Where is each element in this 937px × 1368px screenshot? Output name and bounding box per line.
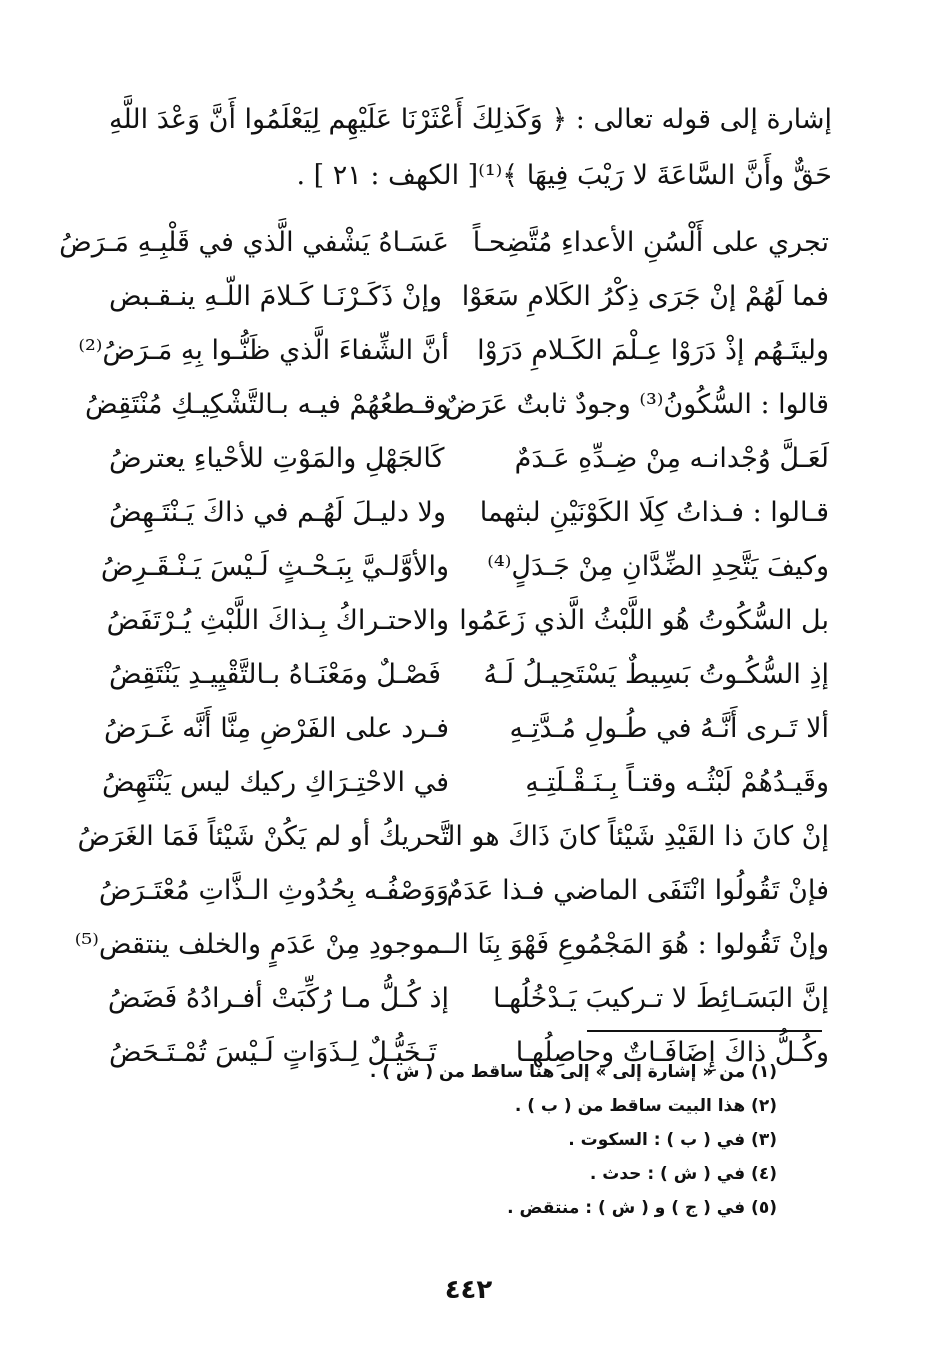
second-hemistich: فَصْـلٌ ومَعْنَـاهُ بـالتَّقْيِيـدِ يَنْتَقِضُ xyxy=(109,658,441,690)
second-hemistich: تَّحريكُ أو لم يَكُنْ شَيْئاً فَمَا الغَرَضُ xyxy=(77,820,449,852)
footnote: (٥) في ( ج ) و ( ش ) : منتقض . xyxy=(507,1198,777,1218)
intro-line-1: إشارة إلى قوله تعالى : ﴿ وَكَذلِكَ أَعْثَرْنَا عَلَيْهِم لِيَعْلَمُوا أَنَّ وَعْدَ اللَّهِ xyxy=(109,104,832,135)
second-hemistich: في الاحْتِـرَاكِ ركيك ليس يَنْتَهِضُ xyxy=(102,766,449,798)
verse-line xyxy=(106,593,829,647)
verse-line xyxy=(59,215,829,269)
second-hemistich: ـموجودِ مِنْ عَدَمٍ والخلف ينتقض⁽⁵⁾ xyxy=(74,928,449,960)
second-hemistich: تَـخَيُّـلٌ لِـذَوَاتٍ لَـيْسَ تُمْـتَـحَضُ xyxy=(109,1036,437,1068)
first-hemistich: إنْ كانَ ذا القَيْدِ شَيْئاً كانَ ذَاكَ هو الـ xyxy=(439,820,829,852)
verse-line xyxy=(77,809,829,863)
first-hemistich: قالوا : السُّكُونُ⁽³⁾ وجودٌ ثابتٌ عَرَضٌ xyxy=(444,388,829,420)
footnote-separator xyxy=(587,1030,822,1032)
second-hemistich: ولا دليـلَ لَهُـم في ذاكَ يَـنْتَـهِضُ xyxy=(109,496,446,528)
second-hemistich: أنَّ الشِّفاءَ الَّذي ظَنُّـوا بِهِ مَـرَضُ⁽²⁾ xyxy=(78,334,449,366)
first-hemistich: فإنْ تَقُولُوا انْتَفَى الماضي فـذا عَدَمٌ xyxy=(446,874,829,906)
second-hemistich: والأوَّلـيَّ بِبَـحْـثٍ لَـيْسَ يَـنْـقَـرِضُ xyxy=(100,550,449,582)
verse-line xyxy=(102,755,829,809)
first-hemistich: وكيفَ يَتَّحِدِ الضِّدَّانِ مِنْ جَـدَلٍ⁽⁴⁾ xyxy=(487,550,829,582)
first-hemistich: إنَّ البَسَـائِطَ لا تـركيبَ يَـدْخُلُهـا xyxy=(493,982,829,1014)
poem xyxy=(59,215,829,1079)
first-hemistich: بل السُّكُوتُ هُو اللَّبْثُ الَّذي زَعَمُوا xyxy=(459,604,829,636)
second-hemistich: عَسَـاهُ يَشْفي الَّذي في قَلْبِـهِ مَـرَضُ xyxy=(59,226,449,258)
verse-line xyxy=(103,701,829,755)
verse-line xyxy=(98,863,829,917)
first-hemistich: قـالوا : فـذاتُ كِلَا الكَوْنَيْنِ لبثهما xyxy=(479,496,829,528)
footnote: (١) من « إشارة إلى » إلى هنا ساقط من ( ش ) . xyxy=(369,1062,777,1082)
verse-line xyxy=(109,647,829,701)
verse-line xyxy=(109,269,829,323)
first-hemistich: فما لَهُمْ إنْ جَرَى ذِكْرُ الكَلامِ سَعَوْا xyxy=(461,280,829,312)
first-hemistich: وقَيـدُهُمْ لَبْثُـه وقتـاً بِـنَـقْـلَتِـهِ xyxy=(525,766,829,798)
first-hemistich: تجري على أَلْسُنِ الأعداءِ مُتَّضِحـاً xyxy=(472,226,829,258)
footnote: (٣) في ( ب ) : السكوت . xyxy=(568,1130,777,1150)
footnote: (٢) هذا البيت ساقط من ( ب ) . xyxy=(514,1096,777,1116)
first-hemistich: إذِ السُّكُـوتُ بَسِيطٌ يَسْتَحِيـلُ لَـهُ xyxy=(483,658,829,690)
footnotes xyxy=(177,1055,777,1225)
second-hemistich: وإنْ ذَكَـرْنَـا كَـلامَ اللّـهِ ينـقـبض xyxy=(109,280,443,312)
verse-line xyxy=(78,323,829,377)
first-hemistich: ألا تَـرى أَنَّـهُ في طُـولِ مُـدَّتِـهِ xyxy=(509,712,829,744)
second-hemistich: وَوَصْفُـه بِحُدُوثِ الـذَّاتِ مُعْتَـرَضُ xyxy=(98,874,449,906)
footnote: (٤) في ( ش ) : حدث . xyxy=(589,1164,777,1184)
second-hemistich: والاحتـراكُ بِـذاكَ اللَّبْثِ يُـرْتَفَضُ xyxy=(106,604,449,636)
page-number: ٤٤٢ xyxy=(444,1275,493,1305)
second-hemistich: وقـطعُهُمْ فيـه بـالتَّشْكِيـكِ مُنْتَقِضُ xyxy=(85,388,449,420)
second-hemistich: فـرد على الفَرْضِ مِنَّا أَنَّه غَـرَضُ xyxy=(103,712,449,744)
first-hemistich: لَعَـلَّ وُجْدانـه مِنْ ضِـدِّهِ عَـدَمٌ xyxy=(514,442,829,474)
verse-line xyxy=(109,485,829,539)
second-hemistich: إذ كُـلُّ مـا رُكِّبَتْ أفـرادُهُ فَضَضُ xyxy=(107,982,449,1014)
verse-line xyxy=(74,917,829,971)
verse-line xyxy=(109,431,829,485)
first-hemistich: وكُـلُّ ذاكَ إِضَافَـاتٌ وحاصِلُهـا xyxy=(515,1036,829,1068)
intro-line-2: حَقٌّ وأَنَّ السَّاعَةَ لا رَيْبَ فِيهَا ﴾⁽¹⁾[ الكهف : ٢١ ] . xyxy=(296,160,832,191)
verse-line xyxy=(100,539,829,593)
first-hemistich: وليتَـهُم إذْ دَرَوْا عِـلْمَ الكَـلامِ دَرَوْا xyxy=(477,334,829,366)
verse-line xyxy=(85,377,829,431)
verse-line xyxy=(109,971,829,1025)
second-hemistich: كَالجَهْلِ والمَوْتِ للأحْياءِ يعترضُ xyxy=(109,442,445,474)
first-hemistich: وإنْ تَقُولوا : هُوَ المَجْمُوعِ فَهْوَ بِنَا الـ xyxy=(445,928,829,960)
intro-paragraph xyxy=(102,92,832,204)
